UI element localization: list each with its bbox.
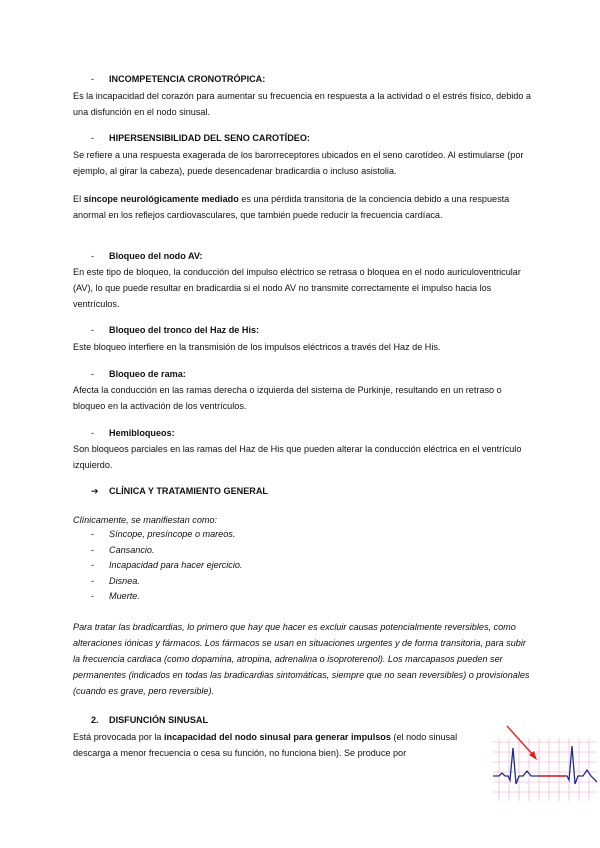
heading-rama: - Bloqueo de rama:: [91, 369, 186, 379]
paragraph-his: Este bloqueo interfiere en la transmisión de los impulsos eléctricos a través del Haz de His.: [73, 342, 441, 352]
heading-clinica: ➔ CLÍNICA Y TRATAMIENTO GENERAL: [91, 486, 268, 496]
paragraph-carotideo: Se refiere a una respuesta exagerada de los barorreceptores ubicados en el seno carotídeo. Al estimularse (por ejemplo, al girar la cabeza), puede desencadenar bradicardia o incluso asistolia.: [73, 150, 524, 176]
paragraph-cronotropica: Es la incapacidad del corazón para aumentar su frecuencia en respuesta a la actividad o el estrés físico, debido a una disfunción en el nodo sinusal.: [73, 91, 531, 117]
paragraph-clinica-intro: Clínicamente, se manifiestan como:: [73, 515, 218, 525]
list-item: - Síncope, presíncope o mareos.: [91, 529, 236, 539]
ecg-arrow-line: [507, 726, 534, 756]
paragraph-tratamiento: Para tratar las bradicardias, lo primero que hay que hacer es excluir causas potencialmente reversibles, como alteraciones iónicas y fármacos. Los fármacos se usan en situaciones urgentes y de forma transitoria, para subir la frecuencia cardiaca (como dopamina, atropina, adrenalina o isoproterenol). Los marcapasos pueden ser permanentes (indicados en todas las bradicardias sintomáticas, siempre que no sean reversibles) o provisionales (cuando es grave, pero reversible).: [73, 622, 530, 696]
paragraph-sincope: El síncope neurológicamente mediado es una pérdida transitoria de la conciencia debido a una respuesta anormal en los reflejos cardiovasculares, que también puede reducir la frecuencia cardíaca.: [73, 194, 510, 220]
heading-his: - Bloqueo del tronco del Haz de His:: [91, 325, 260, 335]
list-item: - Disnea.: [91, 575, 140, 586]
heading-nodo-av: - Bloqueo del nodo AV:: [91, 251, 203, 261]
paragraph-hemibloqueos: Son bloqueos parciales en las ramas del Haz de His que pueden alterar la conducción eléctrica en el ventrículo izquierdo.: [73, 444, 522, 470]
ecg-strip-image: [493, 724, 597, 801]
paragraph-rama: Afecta la conducción en las ramas derecha o izquierda del sistema de Purkinje, resultando en un retraso o bloqueo en la activación de los ventrículos.: [73, 385, 502, 411]
heading-disfuncion-sinusal: 2. DISFUNCIÓN SINUSAL: [91, 715, 209, 725]
symptom-list: [91, 527, 242, 605]
ecg-grid: [493, 738, 597, 801]
arrow-right-icon: ➔: [91, 486, 99, 496]
list-item: - Muerte.: [91, 591, 140, 602]
heading-hemibloqueos: - Hemibloqueos:: [91, 428, 175, 438]
list-item: - Cansancio.: [91, 544, 155, 555]
paragraph-disfuncion-sinusal: Está provocada por la incapacidad del nodo sinusal para generar impulsos (el nodo sinusal descarga a menor frecuencia o cesa su función, no funciona bien). Se produce por: [73, 732, 458, 758]
paragraph-nodo-av: En este tipo de bloqueo, la conducción del impulso eléctrico se retrasa o bloquea en el nodo auriculoventricular (AV), lo que puede resultar en bradicardia si el nodo AV no transmite correctamente el impulso hacia los ventrículos.: [73, 267, 521, 309]
list-item: - Incapacidad para hacer ejercicio.: [91, 560, 243, 571]
heading-cronotropica: - INCOMPETENCIA CRONOTRÓPICA:: [91, 74, 266, 84]
heading-carotideo: - HIPERSENSIBILIDAD DEL SENO CAROTÍDEO:: [91, 133, 310, 143]
